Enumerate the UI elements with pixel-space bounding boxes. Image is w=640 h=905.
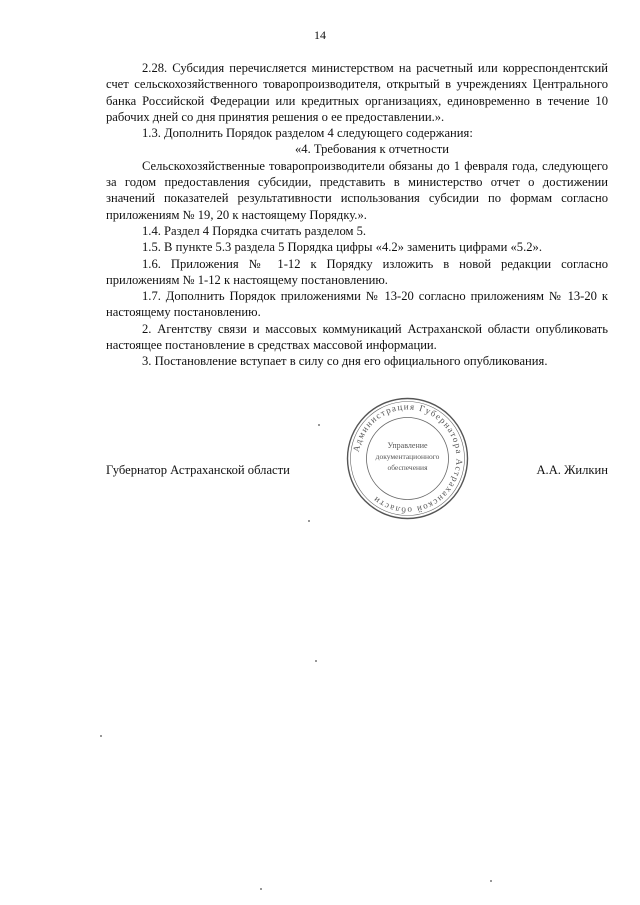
scan-left-edge <box>0 0 3 905</box>
signatory-title: Губернатор Астраханской области <box>106 463 290 477</box>
paragraph-3: 3. Постановление вступает в силу со дня его официального опубликования. <box>142 354 548 369</box>
scan-speck <box>315 660 317 662</box>
stamp-inner-line-1: Управление <box>387 441 428 450</box>
paragraph-1-7: 1.7. Дополнить Порядок приложениями № 13-20 согласно приложениям № 13-20 к настоящему постановлению. <box>106 289 608 320</box>
stamp-seal-icon <box>345 396 470 521</box>
scan-speck <box>308 520 310 522</box>
document-body <box>106 60 608 370</box>
page-number: 14 <box>314 28 326 42</box>
paragraph-1-5: 1.5. В пункте 5.3 раздела 5 Порядка цифры «4.2» заменить цифрами «5.2». <box>142 240 542 255</box>
stamp-outer-text: Администрация Губернатора Астраханской области <box>350 401 465 516</box>
scan-speck <box>100 735 102 737</box>
scan-speck <box>318 424 320 426</box>
stamp-inner-line-3: обеспечения <box>387 463 428 472</box>
paragraph-1-3: 1.3. Дополнить Порядок разделом 4 следующего содержания: <box>142 126 473 141</box>
scan-speck <box>260 888 262 890</box>
paragraph-1-4: 1.4. Раздел 4 Порядка считать разделом 5. <box>142 223 367 238</box>
paragraph-2-28: 2.28. Субсидия перечисляется министерством на расчетный или корреспондентский счет сельскохозяйственного товаропроизводителя, открытый в учреждениях Центрального банка Российской Федерации или кредитных организациях, единовременно в течение 10 рабочих дней со дня принятия решения о ее предоставлении.». <box>106 61 608 124</box>
paragraph-2: 2. Агентству связи и массовых коммуникаций Астраханской области опубликовать настоящее постановление в средствах массовой информации. <box>106 321 608 353</box>
paragraph-1-6: 1.6. Приложения № 1-12 к Порядку изложить в новой редакции согласно приложениям № 1-12 к настоящему постановлению. <box>106 256 608 287</box>
official-stamp <box>345 396 470 521</box>
signatory-name: А.А. Жилкин <box>536 463 608 477</box>
stamp-inner-line-2: документационного <box>375 452 440 461</box>
section-4-heading: «4. Требования к отчетности <box>295 142 449 157</box>
paragraph-section-4-body: Сельскохозяйственные товаропроизводители обязаны до 1 февраля года, следующего за годом предоставления субсидии, представить в министерство отчет о достижении значений показателей результативности использования субсидии по формам согласно приложениям № 19, 20 к настоящему Порядку.». <box>106 158 608 222</box>
scan-speck <box>490 880 492 882</box>
